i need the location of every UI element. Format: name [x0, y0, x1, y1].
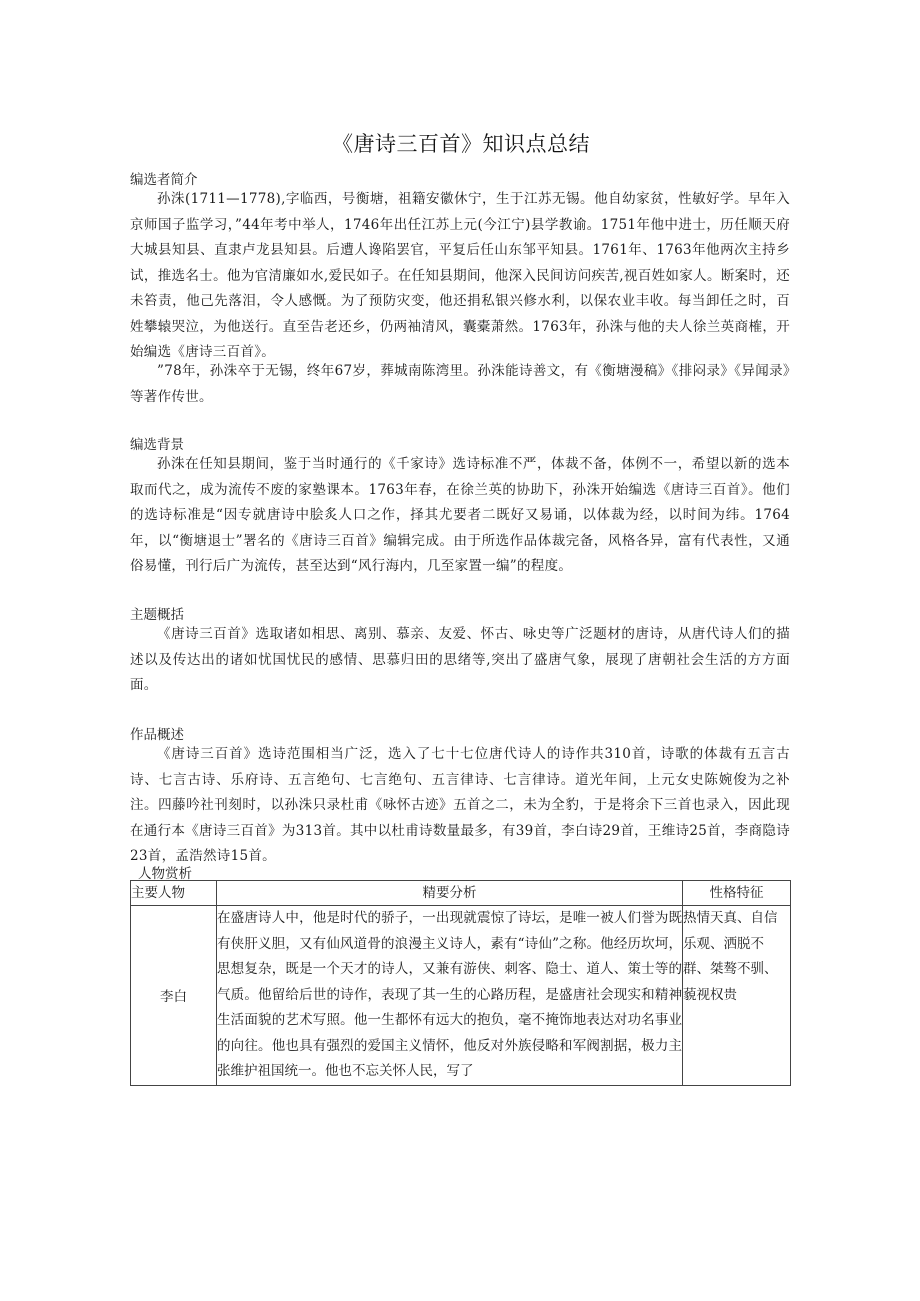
- intro-paragraph-1: 孙洙(1711—1778),字临西，号衡塘，祖籍安徽休宁，生于江苏无锡。他自幼家贫，性敏好学。早年入京师国子监学习，”44年考中举人，1746年出任江苏上元(今江宁)县学教谕。1751年他中进士，历任顺天府大城县知县、直隶卢龙县知县。后遭人谗陷罢官，平复后任山东邹平知县。1761年、1763年他两次主持乡试，推选名士。他为官清廉如水,爱民如子。在任知县期间，他深入民间访问疾苦,视百姓如家人。断案时，还未笞责，他己先落泪，令人感慨。为了预防灾变，他还捐私银兴修水利，以保农业丰收。每当卸任之时，百姓攀辕哭泣，为他送行。直至告老还乡，仍两袖清风，囊橐萧然。1763年，孙洙与他的夫人徐兰英商榷，开始编选《唐诗三百首》。: [130, 191, 790, 360]
- header-traits: 性格特征: [683, 881, 791, 906]
- table-row: [131, 906, 791, 1086]
- theme-paragraph: 《唐诗三百首》选取诸如相思、离别、慕亲、友爱、怀古、咏史等广泛题材的唐诗，从唐代诗人们的描述以及传达出的诸如忧国忧民的感情、思慕归田的思绪等,突出了盛唐气象，展现了唐朝社会生活的方方面面。: [130, 626, 790, 693]
- people-table: [130, 880, 791, 1086]
- header-main-person: 主要人物: [131, 881, 217, 906]
- overview-paragraph: 《唐诗三百首》选诗范围相当广泛，选入了七十七位唐代诗人的诗作共310首，诗歌的体裁有五言古诗、七言古诗、乐府诗、五言绝句、七言绝句、五言律诗、七言律诗。道光年间，上元女史陈婉俊为之补注。四藤吟社刊刻时，以孙洙只录杜甫《咏怀古迹》五首之二，未为全豹，于是将余下三首也录入，因此现在通行本《唐诗三百首》为313首。其中以杜甫诗数量最多，有39首，李白诗29首，王维诗25首，李商隐诗23首，孟浩然诗15首。: [130, 746, 790, 864]
- person-name: 李白: [131, 906, 217, 1086]
- section-heading-intro: 编选者简介: [130, 172, 198, 188]
- background-paragraph: 孙洙在任知县期间，鉴于当时通行的《千家诗》选诗标准不严，体裁不备，体例不一，希望以新的选本取而代之，成为流传不废的家塾课本。1763年春，在徐兰英的协助下，孙洙开始编选《唐诗三百首》。他们的选诗标准是“因专就唐诗中脍炙人口之作，择其尤要者二既好又易诵，以体裁为经，以时间为纬。1764年，以“衡塘退士”署名的《唐诗三百首》编辑完成。由于所选作品体裁完备，风格各异，富有代表性，又通俗易懂，刊行后广为流传，甚至达到“风行海内，几至家置一编”的程度。: [130, 456, 790, 574]
- header-analysis: 精要分析: [217, 881, 683, 906]
- page-title: 《唐诗三百首》知识点总结: [332, 132, 590, 156]
- person-traits: 热情天真、自信乐观、洒脱不群、桀骜不驯、藐视权贵: [683, 906, 791, 1086]
- intro-paragraph-2: ”78年，孙洙卒于无锡，终年67岁，葬城南陈湾里。孙洙能诗善文，有《衡塘漫稿》《排闷录》《异闻录》等著作传世。: [130, 363, 790, 405]
- table-header-row: [131, 881, 791, 906]
- section-heading-overview: 作品概述: [130, 727, 184, 743]
- table-label: 人物赏析: [138, 866, 192, 882]
- section-heading-background: 编选背景: [130, 437, 184, 453]
- person-analysis: 在盛唐诗人中，他是时代的骄子，一出现就震惊了诗坛，是唯一被人们誉为既有侠肝义胆，又有仙风道骨的浪漫主义诗人，素有“诗仙”之称。他经历坎坷，思想复杂，既是一个天才的诗人，又兼有游侠、刺客、隐士、道人、策士等的气质。他留给后世的诗作，表现了其一生的心路历程，是盛唐社会现实和精神生活面貌的艺术写照。他一生都怀有远大的抱负，毫不掩饰地表达对功名事业的向往。他也具有强烈的爱国主义情怀，他反对外族侵略和军阀割据，极力主张维护祖国统一。他也不忘关怀人民，写了: [217, 906, 683, 1086]
- section-heading-theme: 主题概括: [130, 607, 184, 623]
